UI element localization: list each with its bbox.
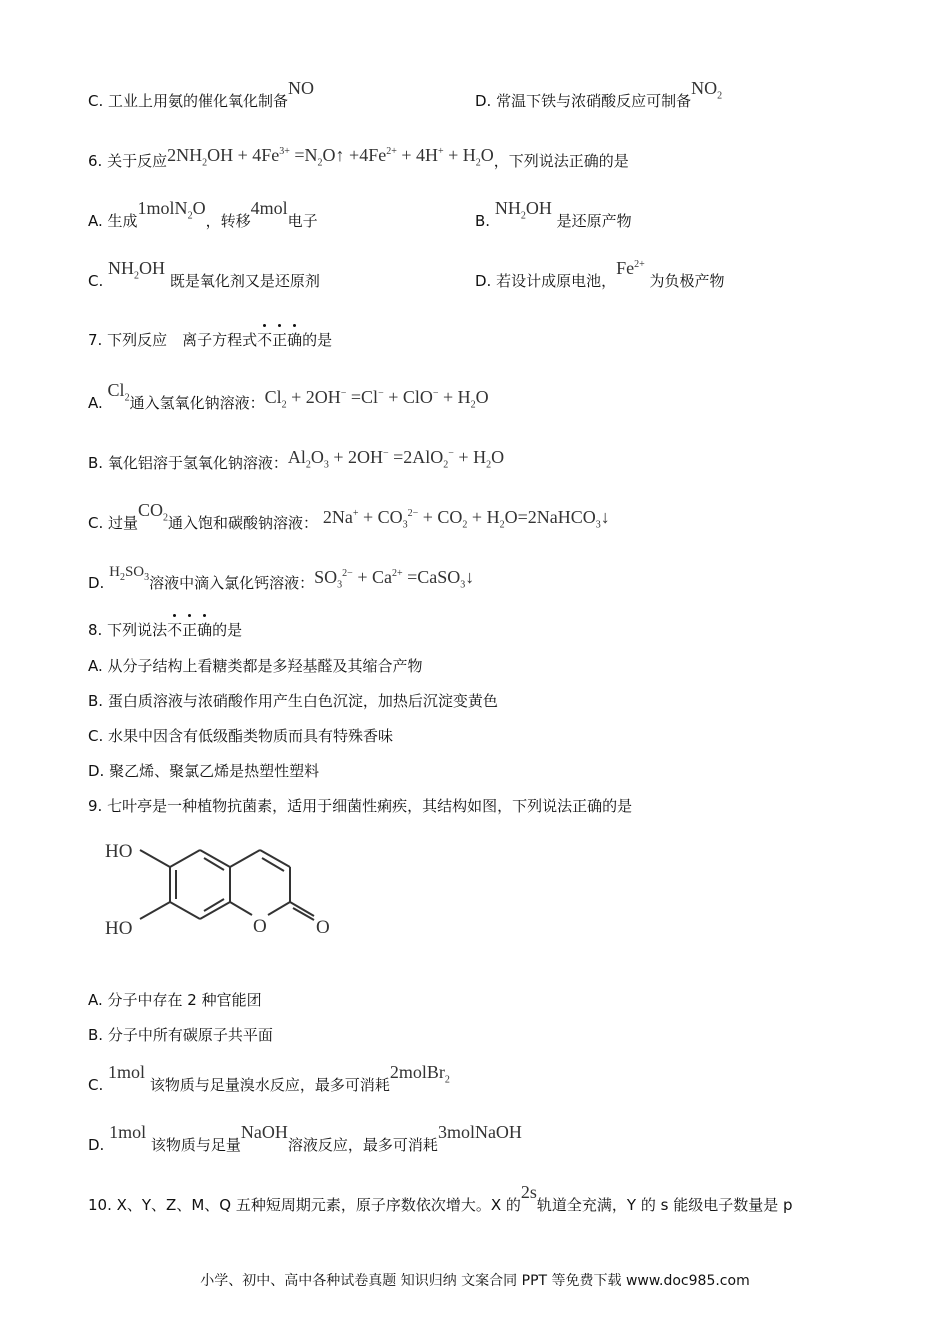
q7-stem: 7. 下列反应 离子方程式不正确的是 xyxy=(88,331,333,349)
q7-option-d: D. $H_2SO_3$溶液中滴入氯化钙溶液：$SO_3^{2-} + Ca^{2+}$ =CaSO$_3$↓ xyxy=(88,564,475,592)
formula: NO xyxy=(288,78,315,98)
q8-option-a: A. 从分子结构上看糖类都是多羟基醛及其缩合产物 xyxy=(88,657,423,675)
reaction-equation: $2NH_2OH + 4Fe^{3+}$ $=N_2O↑ +4Fe^{2+} + 4H^+ + H_2O$ xyxy=(167,145,494,169)
q8-option-d: D. 聚乙烯、聚氯乙烯是热塑性塑料 xyxy=(88,762,320,780)
equation: $SO_3^{2-} + Ca^{2+}$ =CaSO$_3$↓ xyxy=(314,567,475,591)
equation: $Al_2O_3 + 2OH^- =2AlO_2^- + H_2O$ xyxy=(287,447,505,471)
q6-stem: 6. 关于反应$2NH_2OH + 4Fe^{3+}$ $=N_2O↑ +4Fe^{2+} + 4H^+ + H_2O$，下列说法正确的是 xyxy=(88,145,629,170)
q9-stem: 9. 七叶亭是一种植物抗菌素，适用于细菌性痢疾，其结构如图，下列说法正确的是 xyxy=(88,797,633,815)
q5-option-d: D. 常温下铁与浓硝酸反应可制备$NO_2$ xyxy=(475,78,723,110)
q7-option-a: A. $Cl_2$通入氢氧化钠溶液：$Cl_2 + 2OH^- =Cl^- + ClO^- + H_2O$ xyxy=(88,380,489,412)
q9-option-c: C. 1mol 该物质与足量溴水反应，最多可消耗2molBr$_2$ xyxy=(88,1062,450,1094)
q9-option-d: D. 1mol 该物质与足量NaOH溶液反应，最多可消耗3molNaOH xyxy=(88,1122,522,1154)
carbonyl-oxygen-label: O xyxy=(316,917,330,938)
hydroxyl-top-label: HO xyxy=(105,841,133,862)
q9-option-b: B. 分子中所有碳原子共平面 xyxy=(88,1026,273,1044)
esculetin-structure xyxy=(100,830,360,945)
hydroxyl-bottom-label: HO xyxy=(105,918,133,939)
q5-option-c: C. 工业上用氨的催化氧化制备NO xyxy=(88,78,315,110)
page-footer: 小学、初中、高中各种试卷真题 知识归纳 文案合同 PPT 等免费下载 www.doc985.com xyxy=(200,1273,750,1289)
q6-option-b: B. $NH_2OH$ 是还原产物 xyxy=(475,198,632,230)
ring-oxygen-label: O xyxy=(253,916,267,937)
q8-stem: 8. 下列说法不正确的是 xyxy=(88,621,243,639)
equation: $2Na^+ + CO_3^{2-} + CO_2$ + $H_2O=2NaHCO_3↓$ xyxy=(322,507,610,531)
q6-option-a: A. 生成1molN$_2$O，转移4mol电子 xyxy=(88,198,318,230)
q8-option-c: C. 水果中因含有低级酯类物质而具有特殊香味 xyxy=(88,727,394,745)
equation: $Cl_2 + 2OH^- =Cl^- + ClO^- + H_2O$ xyxy=(264,387,489,411)
formula: $NO_2$ xyxy=(691,78,723,102)
q6-option-d: D. 若设计成原电池，$Fe^{2+}$ 为负极产物 xyxy=(475,258,725,290)
q10-stem: 10. X、Y、Z、M、Q 五种短周期元素，原子序数依次增大。X 的2s轨道全充满，Y 的 s 能级电子数量是 p xyxy=(88,1182,793,1214)
q8-option-b: B. 蛋白质溶液与浓硝酸作用产生白色沉淀，加热后沉淀变黄色 xyxy=(88,692,498,710)
q7-option-c: C. 过量$CO_2$通入饱和碳酸钠溶液： $2Na^+ + CO_3^{2-} + CO_2$ + $H_2O=2NaHCO_3↓$ xyxy=(88,500,610,532)
q7-option-b: B. 氧化铝溶于氢氧化钠溶液：$Al_2O_3 + 2OH^- =2AlO_2^- + H_2O$ xyxy=(88,447,505,472)
q6-option-c: C. $NH_2OH$ 既是氧化剂又是还原剂 xyxy=(88,258,320,290)
q9-option-a: A. 分子中存在 2 种官能团 xyxy=(88,991,262,1009)
